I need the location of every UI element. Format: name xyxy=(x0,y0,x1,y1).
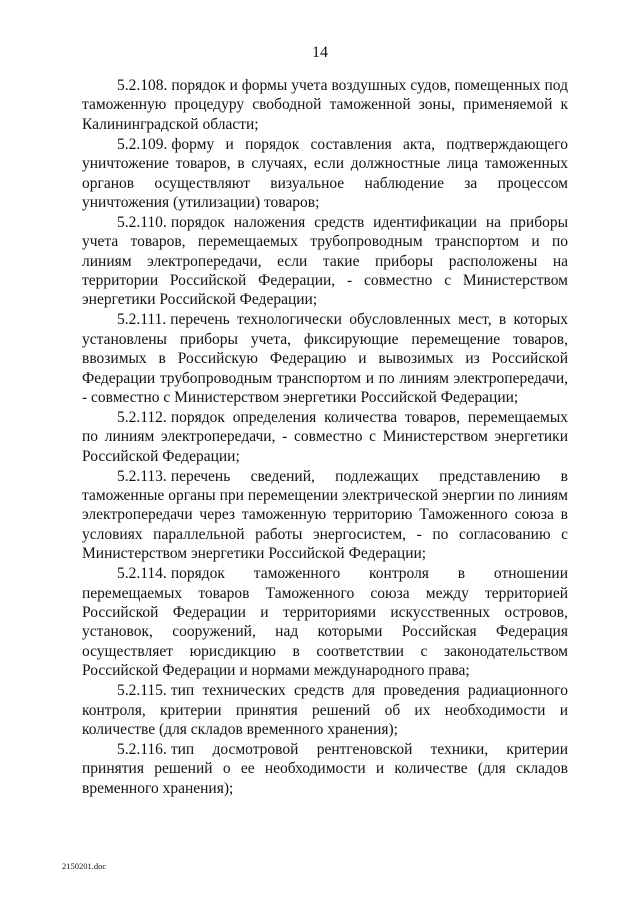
paragraph-5-2-116 xyxy=(82,740,568,798)
paragraph-5-2-112 xyxy=(82,408,568,466)
paragraph-number: 5.2.115. xyxy=(117,682,167,700)
paragraph-text: форму и порядок составления акта, подтверждающего уничтожение товаров, в случаях, если должностные лица таможенных органов осуществляют визуальное наблюдение за процессом уничтожения (утилизации) товаров; xyxy=(82,135,568,211)
paragraph-5-2-113 xyxy=(82,467,568,564)
paragraph-text: тип досмотровой рентгеновской техники, критерии принятия решений о ее необходимости и количестве (для складов временного хранения); xyxy=(82,740,568,797)
paragraph-5-2-108 xyxy=(82,76,568,134)
paragraph-text: порядок наложения средств идентификации на приборы учета товаров, перемещаемых трубопроводным транспортом и по линиям электропередачи, если такие приборы расположены на территории Российской Федерации, - совместно с Министерством энергетики Российской Федерации; xyxy=(82,213,568,309)
paragraph-number: 5.2.116. xyxy=(117,740,167,758)
page-number: 14 xyxy=(312,44,328,61)
paragraph-text: перечень технологически обусловленных мест, в которых установлены приборы учета, фиксирующие перемещение товаров, ввозимых в Российскую Федерацию и вывозимых из Российской Федерации трубопроводным транспортом и по линиям электропередачи, - совместно с Министерством энергетики Российской Федерации; xyxy=(82,311,568,406)
paragraph-number: 5.2.109. xyxy=(117,135,168,153)
paragraph-number: 5.2.113. xyxy=(117,467,167,485)
paragraph-5-2-110 xyxy=(82,213,568,310)
document-body xyxy=(82,76,568,799)
paragraph-text: порядок и формы учета воздушных судов, помещенных под таможенную процедуру свободной таможенной зоны, применяемой к Калининградской области; xyxy=(82,77,568,133)
paragraph-number: 5.2.111. xyxy=(117,311,167,329)
paragraph-number: 5.2.114. xyxy=(117,565,167,583)
paragraph-5-2-114 xyxy=(82,564,568,680)
paragraph-5-2-111 xyxy=(82,310,568,407)
paragraph-text: порядок определения количества товаров, перемещаемых по линиям электропередачи, - совместно с Министерством энергетики Российской Федерации; xyxy=(82,408,568,465)
paragraph-text: перечень сведений, подлежащих представлению в таможенные органы при перемещении электрической энергии по линиям электропередачи через таможенную территорию Таможенного союза в условиях параллельной работы энергосистем, - по согласованию с Министерством энергетики Российской Федерации; xyxy=(82,467,568,563)
paragraph-text: порядок таможенного контроля в отношении перемещаемых товаров Таможенного союза между территорией Российской Федерации и территориями искусственных островов, установок, сооружений, над которыми Российская Федерация осуществляет юрисдикцию в соответствии с законодательством Российской Федерации и нормами международного права; xyxy=(82,565,568,680)
paragraph-5-2-109 xyxy=(82,135,568,213)
paragraph-5-2-115 xyxy=(82,681,568,739)
paragraph-number: 5.2.112. xyxy=(117,408,167,426)
footer-filename: 2150201.doc xyxy=(62,861,107,871)
paragraph-text: тип технических средств для проведения радиационного контроля, критерии принятия решений об их необходимости и количестве (для складов временного хранения); xyxy=(82,682,568,738)
paragraph-number: 5.2.108. xyxy=(117,77,168,94)
paragraph-number: 5.2.110. xyxy=(117,213,167,231)
